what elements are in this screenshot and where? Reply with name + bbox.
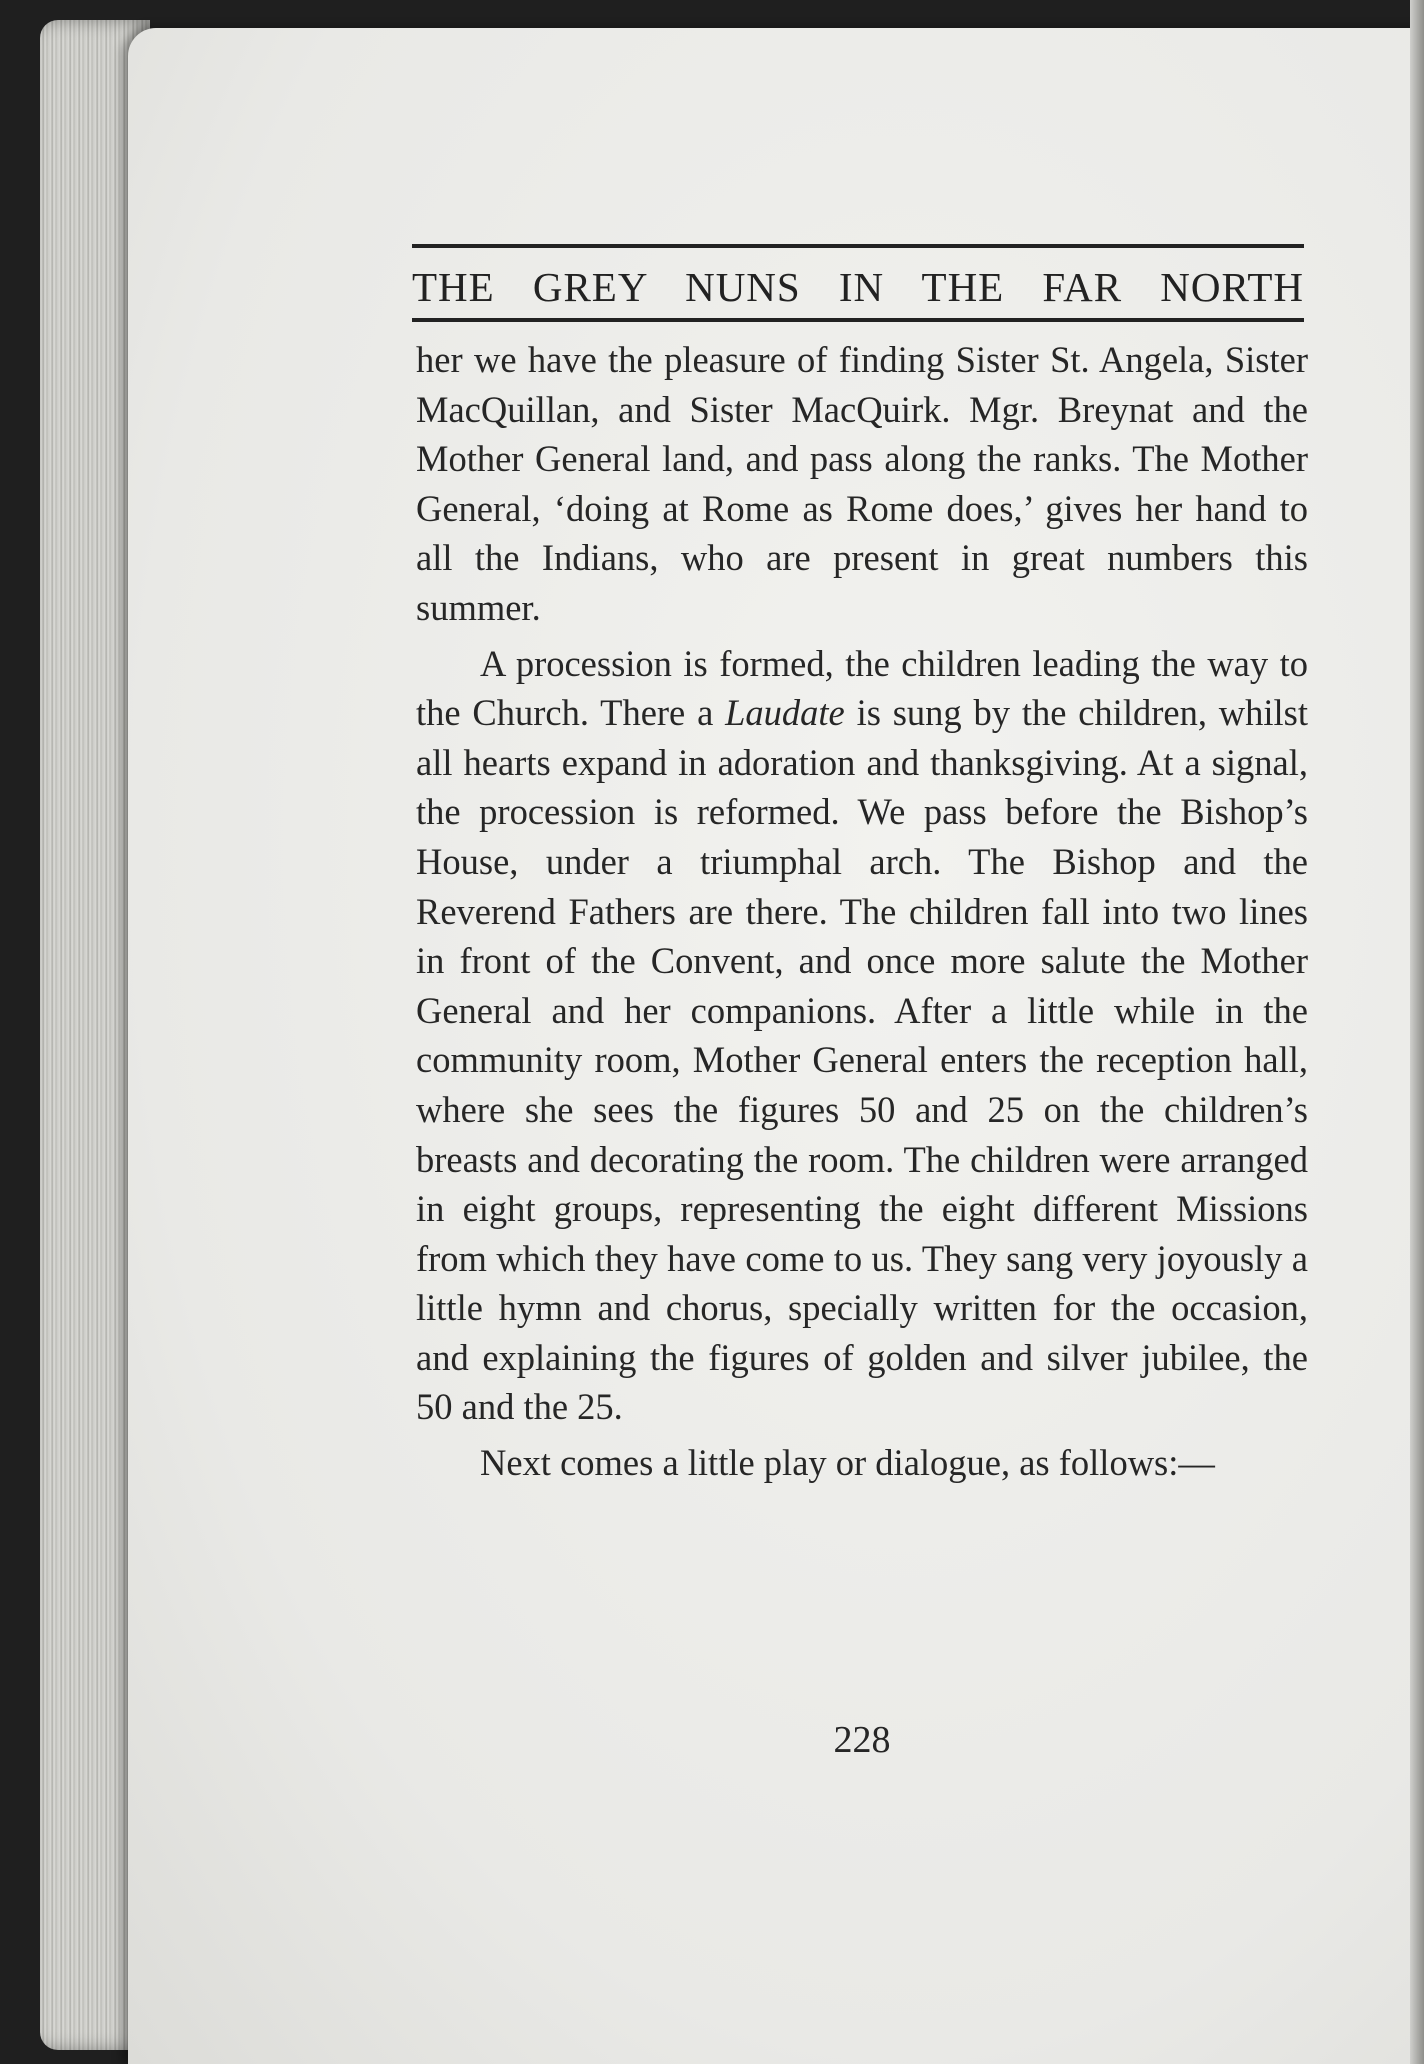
paragraph-2-part-a: A procession is formed, the children leading the way to the Church. There a <box>416 642 1308 734</box>
running-head: THE GREY NUNS IN THE FAR NORTH <box>412 244 1304 322</box>
paragraph-2-part-b: is sung by the children, whilst all hearts expand in adoration and thanksgiving. At a signal, the procession is reformed. We pass before the Bishop’s House, under a triumphal arch. The Bishop and the Reverend Fathers are there. The children fall into two lines in front of the Convent, and once more salute the Mother General and her companions. After a little while in the community room, Mother General enters the reception hall, where she sees the figures 50 and 25 on the children’s breasts and decorating the room. The children were arranged in eight groups, representing the eight different Missions from which they have come to us. They sang very joyously a little hymn and chorus, specially written for the occasion, and explaining the figures of golden and silver jubilee, the 50 and the 25. <box>416 692 1309 1428</box>
page-number: 228 <box>833 1719 891 1761</box>
paragraph-1: her we have the pleasure of finding Sister St. Angela, Sister MacQuillan, and Sister MacQuirk. Mgr. Breynat and the Mother General land, and pass along the ranks. The Mother General, ‘doing at Rome as Rome does,’ gives her hand to all the Indians, who are present in great numbers this summer. <box>416 339 1308 628</box>
paragraph-3: Next comes a little play or dialogue, as follows:— <box>480 1442 1215 1484</box>
page-right-edge <box>1410 0 1424 2064</box>
paragraph-2-italic: Laudate <box>725 692 845 734</box>
paragraph-2 <box>416 639 1308 1433</box>
body-text <box>416 335 1308 1488</box>
